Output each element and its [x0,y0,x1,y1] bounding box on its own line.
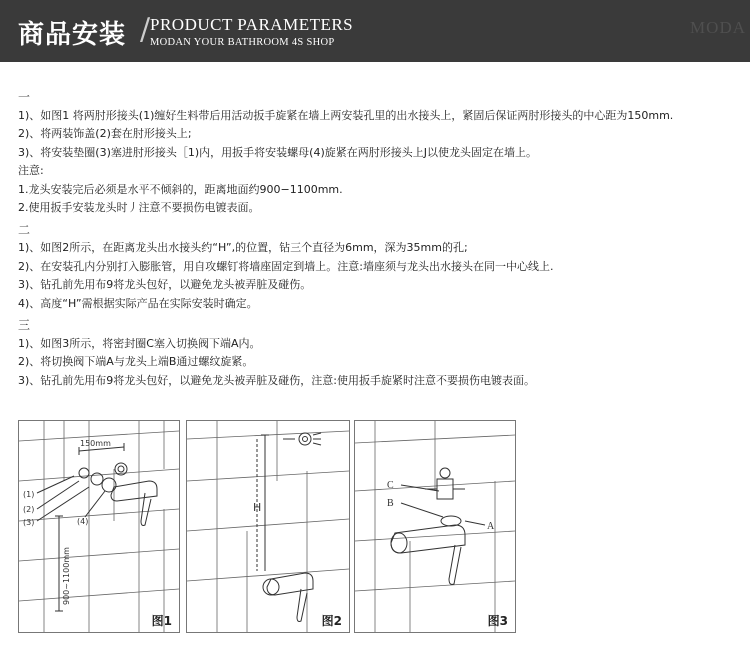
figure-2-drawing [187,421,349,632]
figure-1 [18,420,180,633]
note-heading: 注意: [18,164,44,177]
callout-b: B [387,498,394,509]
section-1 [18,88,748,218]
instruction-line: 4)、高度“H”需根据实际产品在实际安装时确定。 [18,296,258,310]
title-divider: / [140,12,151,47]
brand-watermark: MODA [690,18,746,37]
instruction-line: 2)、将切换阀下端A与龙头上端B通过螺纹旋紧。 [18,355,254,368]
callout-2: (2) [23,505,35,514]
instruction-line: 3)、钻孔前先用布9将龙头包好，以避免龙头被弄脏及碰伤。 [18,278,312,291]
dim-height-label: 900~1100mm [62,547,71,605]
instructions [18,88,748,390]
section-2 [18,221,748,314]
section-heading: 一 [18,90,31,104]
instruction-line: 1)、如图2所示，在距离龙头出水接头约“H”,的位置，钻三个直径为6mm，深为35mm的孔; [18,241,468,254]
figure-2 [186,420,350,633]
callout-c: C [387,480,394,491]
dim-150-label: 150mm [80,439,111,448]
section-heading: 三 [18,318,31,332]
english-title: PRODUCT PARAMETERS [150,15,354,34]
figure-3-label: 图3 [487,614,508,628]
instruction-line: 1)、如图3所示，将密封圈C塞入切换阀下端A内。 [18,336,261,350]
page-title: 商品安装 [18,20,127,50]
section-3 [18,316,748,390]
instruction-line: 1)、如图1 将两肘形接头(1)缠好生料带后用活动扳手旋紧在墙上两安装孔里的出水接头上，紧固后保证两肘形接头的中心距为150mm. [18,108,674,122]
dim-h-label: H [253,501,262,514]
note-line: 2.使用扳手安装龙头时丿注意不要损伤电镀表面。 [18,201,260,214]
figure-2-label: 图2 [321,614,342,628]
instruction-line: 2)、在安装孔内分别打入膨胀管，用自攻螺钉将墙座固定到墙上。注意:墙座须与龙头出水接头在同一中心线上. [18,259,554,273]
section-heading: 二 [18,222,31,237]
figures-row [18,420,515,631]
callout-a: A [487,521,495,532]
instruction-line: 3)、钻孔前先用布9将龙头包好，以避免龙头被弄脏及碰伤，注意:使用扳手旋紧时注意不要损伤电镀表面。 [18,373,535,387]
english-subtitle: MODAN YOUR BATHROOM 4S SHOP [150,37,335,48]
figure-3 [354,420,516,633]
note-line: 1.龙头安装完后必须是水平不倾斜的，距离地面约900−1100mm. [18,182,343,196]
header-banner [0,0,750,62]
callout-4: (4) [77,517,89,526]
callout-3: (3) [23,518,35,527]
figure-3-drawing [355,421,515,632]
instruction-line: 2)、将两装饰盖(2)套在肘形接头上; [18,127,192,140]
figure-1-drawing [19,421,179,632]
callout-1: (1) [23,490,35,499]
instruction-line: 3)、将安装垫圈(3)塞进肘形接头［1)内，用扳手将安装螺母(4)旋紧在两肘形接头上J以使龙头固定在墙上。 [18,145,537,159]
figure-1-label: 图1 [151,614,172,628]
